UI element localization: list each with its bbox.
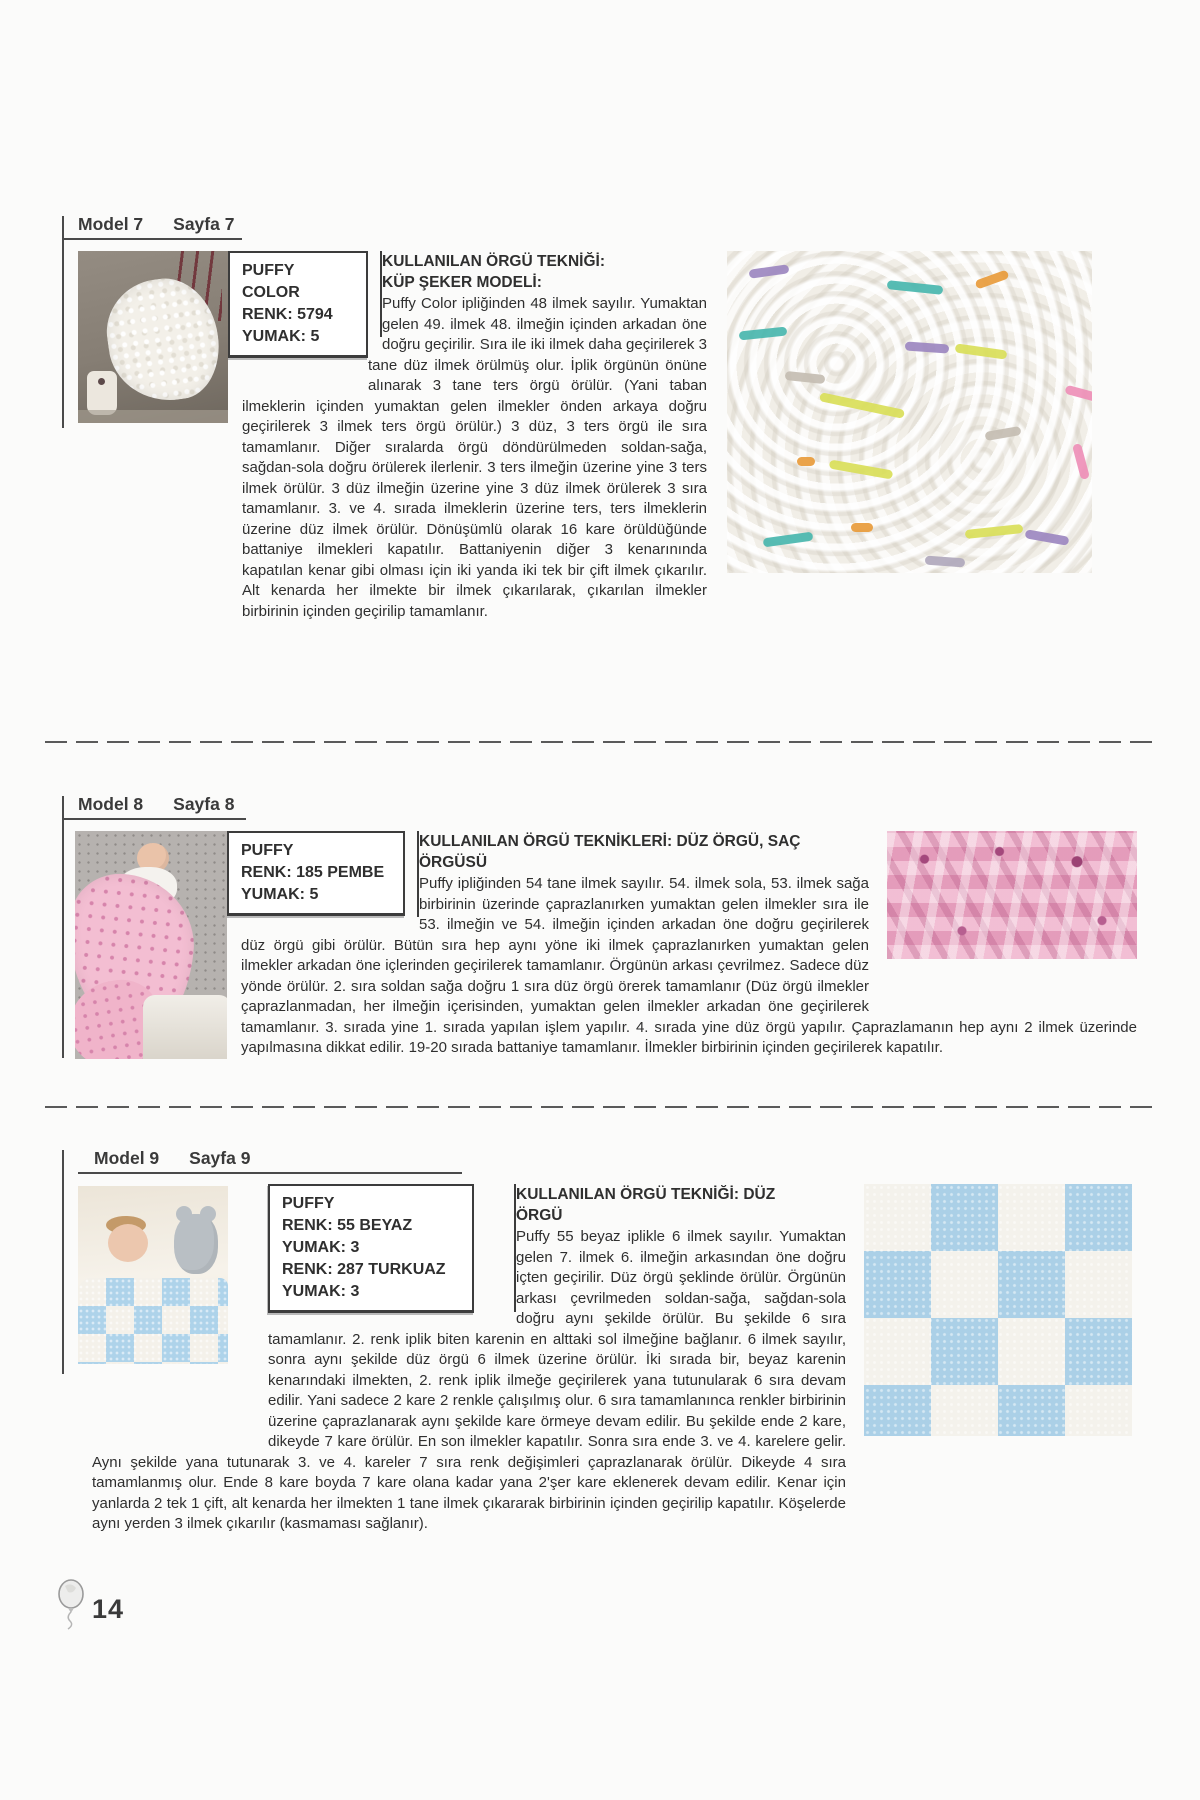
model7-row — [62, 251, 1092, 628]
yarn-skeins-2: YUMAK: 3 — [282, 1283, 360, 1300]
yarn-fleck — [1064, 385, 1092, 402]
page-label: Sayfa 7 — [173, 214, 235, 234]
yarn-color: RENK: 185 PEMBE — [241, 864, 385, 881]
section-divider-dashed — [45, 741, 1155, 743]
model7-yarn-box — [228, 251, 368, 358]
model7-instructions: Puffy Color ipliğinden 48 ilmek sayılır. Yumaktan gelen 49. ilmek 48. ilmeğin içinden arkadan öne doğru geçirilir. Sıra ile iki ilmek daha geçirilerek 3 tane düz ilmek örülmüş olur. İplik örgünün önüne alınarak 3 tane ters örgü örülür. (Yani taban ilmeklerin içinden yumaktan gelen ilmekler önden arkaya doğru geçirilerek 3 ilmek ters örgü örülür.) 3 düz, 3 ters örgü ile sıra tamamlanır. Diğer sıralarda örgü döndürülmeden soldan-sağa, sağdan-sola doğru örülerek ilerlenir. 3 ters ilmeğin üzerine yine 3 ters ilmek örülür. 3 düz ilmeğin üzerine yine 3 düz ilmek örülerek 3 sıra tamamlanır. 3. ve 4. sırada ilmeklerin üzerine ters, ters ilmeklerin üzerine düz ilmek örülür. Dönüşümlü olarak 16 kare örüldüğünde battaniye ilmekleri kapatılır. Battaniyenin diğer 3 kenarınında kapatılan kenar gibi olması için iki yanda iki tek bir çift ilmek çıkarılır. Alt kenarda her ilmekte bir ilmek çıkarılarak, çıkarılan ilmekler birbirinin içinden geçirilip tamamlanır. — [242, 295, 707, 620]
model7-blanket-photo — [78, 251, 228, 423]
yarn-color-1: RENK: 55 BEYAZ — [282, 1217, 413, 1234]
model-label: Model 7 — [78, 214, 144, 234]
yarn-fleck — [984, 426, 1021, 441]
model8-text-area — [227, 831, 1137, 1059]
crib — [143, 995, 227, 1059]
yarn-fleck — [1025, 529, 1070, 546]
model9-section — [62, 1148, 1137, 1535]
yarn-skeins: YUMAK: 5 — [242, 328, 320, 345]
model8-yarn-box — [227, 831, 405, 916]
page-label: Sayfa 8 — [173, 794, 235, 814]
yarn-fleck — [965, 524, 1024, 539]
technique-heading-line: KULLANILAN ÖRGÜ TEKNİKLERİ: DÜZ ÖRGÜ, SAÇ — [419, 833, 801, 850]
model9-stitch-swatch — [864, 1184, 1132, 1436]
yarn-skeins: YUMAK: 5 — [241, 886, 319, 903]
vase — [87, 371, 117, 415]
model9-baby-photo — [78, 1186, 228, 1364]
baby-head — [108, 1224, 148, 1262]
technique-heading-line: KULLANILAN ÖRGÜ TEKNİĞİ: — [382, 253, 606, 270]
yarn-fleck — [887, 280, 944, 295]
model9-header — [78, 1148, 462, 1174]
floor-shadow — [78, 410, 228, 423]
model-label: Model 8 — [78, 794, 144, 814]
model-label: Model 9 — [94, 1148, 160, 1168]
section-left-rule — [62, 216, 64, 428]
yarn-fleck — [1072, 443, 1090, 480]
technique-heading-line: KÜP ŞEKER MODELİ: — [382, 274, 542, 291]
yarn-fleck — [925, 556, 966, 568]
yarn-color-2: RENK: 287 TURKUAZ — [282, 1261, 446, 1278]
model8-photo-column — [62, 831, 227, 1059]
model9-instructions: Puffy 55 beyaz iplikle 6 ilmek sayılır. Yumaktan gelen 7. ilmek 6. ilmeğin arkasından öne doğru içten geçirilir. Düz örgü şeklinde örülür. Örgünün arkası çevrilmeden soldan-sağa, sağdan-sola doğru aynı şekilde örülür. Bu şekilde 6 sıra tamamlanır. 2. renk iplik biten karenin en alttaki sol ilmeğine bağlanır. 6 ilmek sayılır, sonra aynı şekilde düz örgü 6 ilmek üzerine örülür. İki sırada bir, beyaz karenin kenarındaki ilmekten, 2. renk iplik ilmeğe geçirilerek yana tutunularak 6 sıra devam edilir. Yani sadece 2 kare 2 renkle çalışılmış olur. 6 sıra tamamlanınca renkler birbirinin üzerine çaprazlanarak aynı şekilde kare örmeye devam edilir. Bu şekilde ende 2 kare, dikeyde 7 kare örülür. En son ilmekler kapatılır. Sonra sıra ende 3. ve 4. karelere gelir. Aynı şekilde yana tutunarak 3. ve 4. kareler 7 sıra renk değişimleri çaprazlanarak örülür. Dikeyde 4 sıra tamamlanmış olur. Ende 8 kare boyda 7 kare olana kadar yana 2'şer kare eklenerek devam edilir. Kenar için yanlarda 2 tek 1 çift, alt kenarda her ilmekten 1 tane ilmek çıkararak birbirinin içinden geçirilip kapatılır. Köşelerde aynı yerden 3 ilmek çıkarılır (kasmaması sağlanır). — [92, 1228, 846, 1532]
page-label: Sayfa 9 — [189, 1148, 251, 1168]
section-left-rule — [62, 1150, 64, 1374]
model7-header — [62, 214, 242, 240]
yarn-name: PUFFY COLOR — [242, 262, 300, 301]
yarn-fleck — [955, 343, 1008, 359]
yarn-color: RENK: 5794 — [242, 306, 333, 323]
yarn-fleck — [739, 327, 788, 341]
technique-heading-line: ÖRGÜ — [516, 1207, 563, 1224]
section-left-rule — [62, 796, 64, 1058]
model8-header — [62, 794, 246, 820]
model7-section — [62, 214, 1092, 628]
model8-stitch-swatch — [887, 831, 1137, 959]
yarn-name: PUFFY — [282, 1195, 335, 1212]
blue-white-checkered-blanket — [78, 1278, 228, 1364]
balloon-icon — [56, 1578, 90, 1635]
yarn-fleck — [763, 532, 814, 548]
yarn-fleck — [974, 269, 1009, 289]
model7-text-area — [228, 251, 1092, 628]
yarn-fleck — [829, 460, 894, 480]
page-footer — [56, 1578, 124, 1635]
yarn-fleck — [905, 341, 950, 353]
model8-baby-photo — [75, 831, 227, 1059]
page-number: 14 — [92, 1594, 125, 1624]
model8-instructions: Puffy ipliğinden 54 tane ilmek sayılır. 54. ilmek sola, 53. ilmek sağa birbirinin üzerinde çaprazlanırken yumaktan gelen ilmekler sıra ile 53. ilmeğin ve 54. ilmeğin içinden arkadan öne doğru geçirilerek düz örgü gibi örülür. Bütün sıra hep aynı yöne iki ilmek çaprazlanırken yumaktan gelen ilmekler arkadan öne içlerinden geçirilerek tamamlanır. Örgünün arkası çevrilmez. Sadece düz yönde örülür. 2. sıra soldan sağa doğru 1 sıra düz örgü örerek tamamlanır (Düz örgü ilmekler çaprazlanmadan, her ilmeğin içerisinden, yumaktan gelen ilmekler arkadan öne geçirilerek tamamlanır. 3. sırada yine 1. sırada yapılan işlem yapılır. 4. sırada yine düz örgü yapılır. Çaprazlamanın hep aynı 2 ilmek üzerinde yapılmasına dikkat edilir. 19-20 sırada battaniye tamamlanır. İlmekler birbirinin içinden geçirilerek kapatılır. — [241, 875, 1137, 1056]
technique-heading-line: ÖRGÜSÜ — [419, 854, 488, 871]
model7-photo-column — [62, 251, 228, 628]
model9-flow — [78, 1184, 1132, 1535]
model8-section — [62, 794, 1137, 1059]
plush-toy — [174, 1214, 218, 1274]
yarn-fleck — [851, 523, 873, 532]
yarn-name: PUFFY — [241, 842, 294, 859]
yarn-skeins-1: YUMAK: 3 — [282, 1239, 360, 1256]
section-divider-dashed — [45, 1106, 1155, 1108]
yarn-fleck — [785, 371, 826, 384]
yarn-fleck — [749, 264, 790, 278]
model8-row — [62, 831, 1137, 1059]
model7-stitch-swatch — [727, 251, 1092, 573]
yarn-fleck — [797, 457, 815, 466]
yarn-fleck — [819, 392, 905, 419]
technique-heading-line: KULLANILAN ÖRGÜ TEKNİĞİ: DÜZ — [516, 1186, 776, 1203]
model9-yarn-box — [268, 1184, 474, 1313]
